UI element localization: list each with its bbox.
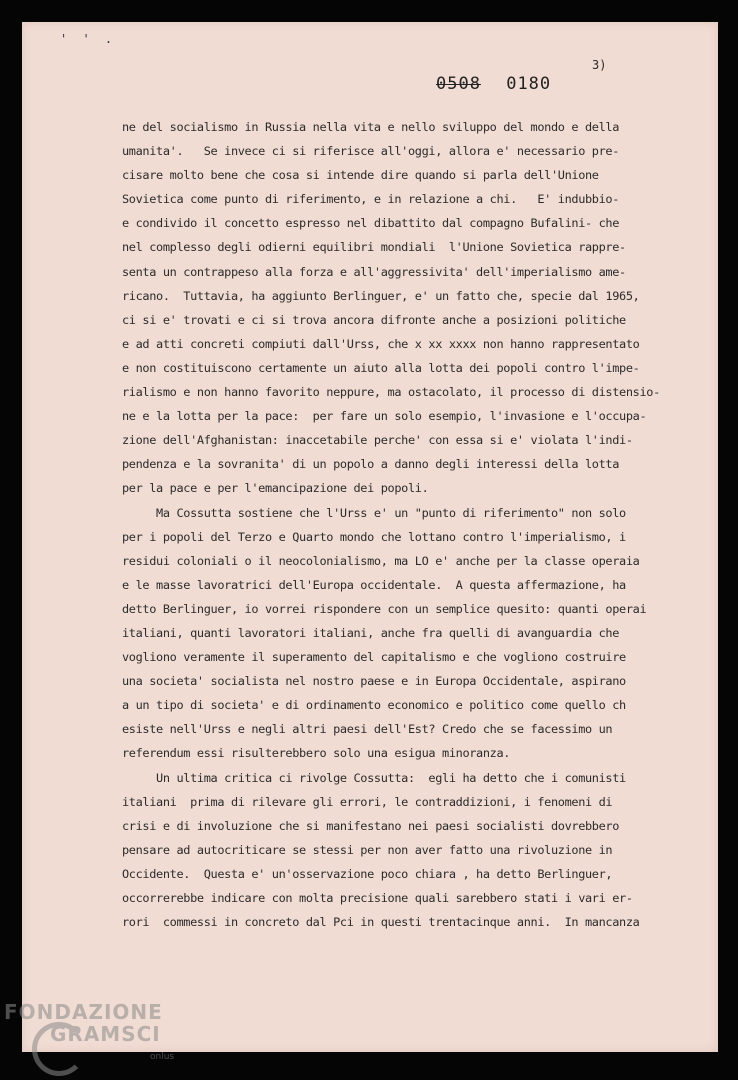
fondazione-gramsci-watermark	[4, 1000, 175, 1062]
text-line: umanita'. Se invece ci si riferisce all'oggi, allora e' necessario pre-	[122, 144, 620, 159]
text-line: crisi e di involuzione che si manifestano nei paesi socialisti dovrebbero	[122, 818, 620, 833]
text-line: ne e la lotta per la pace: per fare un solo esempio, l'invasione e l'occupa-	[122, 409, 647, 424]
text-line: e condivido il concetto espresso nel dibattito dal compagno Bufalini- che	[122, 216, 620, 231]
text-line: detto Berlinguer, io vorrei rispondere con un semplice quesito: quanti operai	[122, 601, 647, 616]
watermark-logo-icon	[32, 1022, 86, 1076]
text-line: a un tipo di societa' e di ordinamento economico e politico come quello ch	[122, 698, 626, 713]
page-number: 3)	[592, 58, 607, 72]
text-line: Ma Cossutta sostiene che l'Urss e' un "punto di riferimento" non solo	[122, 505, 626, 520]
text-line: occorrerebbe indicare con molta precisione quali sarebbero stati i vari er-	[122, 891, 633, 905]
text-line: residui coloniali o il neocolonialismo, ma LO e' anche per la classe operaia	[122, 553, 640, 568]
typed-text-body	[122, 115, 682, 934]
corner-marks: ' ' .	[60, 32, 117, 46]
document-page	[22, 22, 718, 1052]
text-line: per la pace e per l'emancipazione dei popoli.	[122, 481, 429, 496]
text-line: rialismo e non hanno favorito neppure, ma ostacolato, il processo di distensio-	[122, 385, 660, 400]
text-line: ricano. Tuttavia, ha aggiunto Berlinguer, e' un fatto che, specie dal 1965,	[122, 288, 640, 303]
archive-code	[436, 74, 565, 94]
watermark-line-3: onlus	[150, 1052, 175, 1062]
text-line: Occidente. Questa e' un'osservazione poco chiara , ha detto Berlinguer,	[122, 866, 613, 881]
text-line: ci si e' trovati e ci si trova ancora difronte anche a posizioni politiche	[122, 312, 626, 327]
text-line: nel complesso degli odierni equilibri mondiali l'Unione Sovietica rappre-	[122, 240, 626, 255]
text-line: senta un contrappeso alla forza e all'aggressivita' dell'imperialismo ame-	[122, 264, 626, 279]
text-line: e le masse lavoratrici dell'Europa occidentale. A questa affermazione, ha	[122, 577, 626, 592]
text-line: rori commessi in concreto dal Pci in questi trentacinque anni. In mancanza	[122, 915, 640, 930]
text-line: esiste nell'Urss e negli altri paesi dell'Est? Credo che se facessimo un	[122, 722, 613, 737]
watermark-line-1: FONDAZIONE	[4, 1000, 163, 1024]
text-line: e ad atti concreti compiuti dall'Urss, che x xx xxxx non hanno rappresentato	[122, 336, 640, 351]
text-line: cisare molto bene che cosa si intende dire quando si parla dell'Unione	[122, 168, 599, 183]
watermark-line-2: GRAMSCI	[50, 1022, 161, 1046]
archive-code-sheet: 0180	[506, 74, 552, 94]
text-line: italiani, quanti lavoratori italiani, anche fra quelli di avanguardia che	[122, 625, 620, 640]
text-line: per i popoli del Terzo e Quarto mondo che lottano contro l'imperialismo, i	[122, 529, 626, 544]
text-line: pendenza e la sovranita' di un popolo a danno degli interessi della lotta	[122, 457, 620, 472]
archive-code-folder: 0508	[436, 74, 481, 94]
text-line: ne del socialismo in Russia nella vita e nello sviluppo del mondo e della	[122, 120, 620, 134]
text-line: una societa' socialista nel nostro paese e in Europa Occidentale, aspirano	[122, 674, 626, 689]
text-line: italiani prima di rilevare gli errori, le contraddizioni, i fenomeni di	[122, 794, 613, 809]
text-line: e non costituiscono certamente un aiuto alla lotta dei popoli contro l'impe-	[122, 360, 640, 375]
text-line: pensare ad autocriticare se stessi per non aver fatto una rivoluzione in	[122, 842, 613, 857]
text-line: Sovietica come punto di riferimento, e in relazione a chi. E' indubbio-	[122, 192, 620, 207]
text-line: zione dell'Afghanistan: inaccetabile perche' con essa si e' violata l'indi-	[122, 433, 633, 448]
text-line: Un ultima critica ci rivolge Cossutta: egli ha detto che i comunisti	[122, 770, 626, 785]
text-line: referendum essi risulterebbero solo una esigua minoranza.	[122, 746, 511, 761]
text-line: vogliono veramente il superamento del capitalismo e che vogliono costruire	[122, 650, 626, 665]
